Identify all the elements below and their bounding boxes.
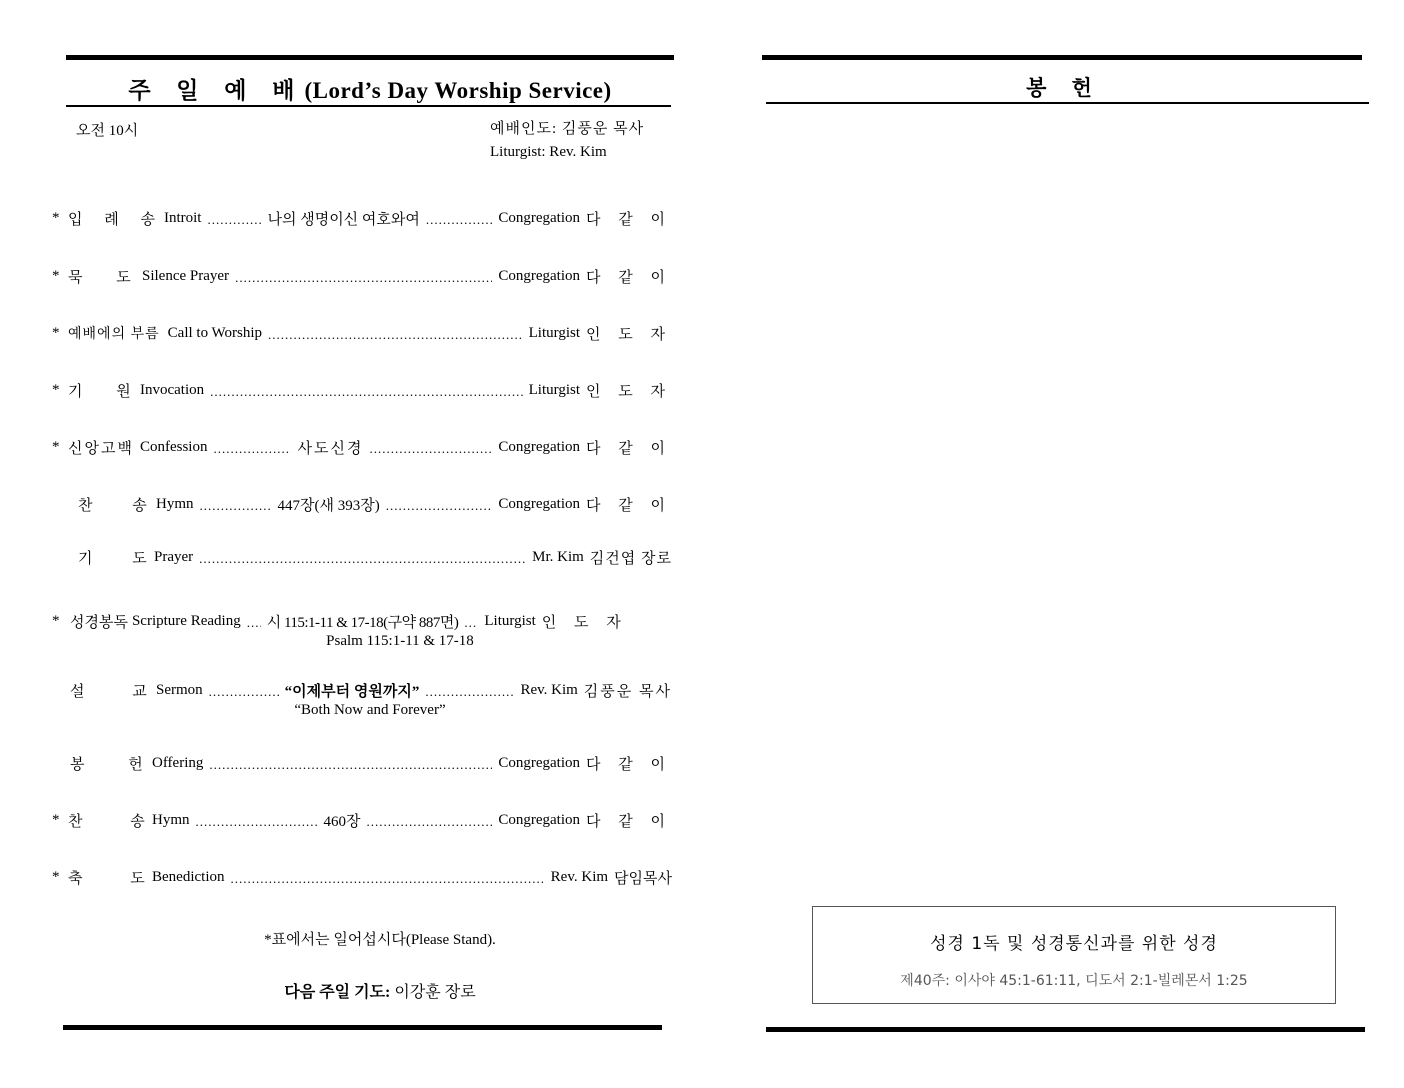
item-english: Hymn <box>156 495 194 512</box>
item-responsible-korean: 김풍운 목사 <box>583 683 672 700</box>
item-korean: 찬 송 <box>68 813 145 830</box>
title-korean: 주 일 예 배 <box>128 78 305 103</box>
offering-page <box>702 0 1404 1088</box>
item-responsible-korean: 다 같 이 <box>586 269 672 286</box>
item-english: Offering <box>152 754 204 771</box>
bible-reading-title: 성경 1독 및 성경통신과를 위한 성경 <box>930 934 1218 954</box>
next-week-prayer <box>180 979 580 1002</box>
item-responsible-english: Congregation <box>498 438 581 455</box>
item-responsible-korean: 다 같 이 <box>586 813 672 830</box>
item-responsible-english: Congregation <box>498 267 581 284</box>
item-responsible-english: Liturgist <box>484 612 536 629</box>
order-item-confession <box>52 436 672 458</box>
leader-korean: 예배인도: 김풍운 목사 <box>490 121 645 137</box>
leader-dots <box>367 815 493 831</box>
item-responsible-korean: 다 같 이 <box>586 497 672 514</box>
leader-dots <box>213 442 291 458</box>
scripture-reference-english: Psalm 115:1-11 & 17-18 <box>326 633 474 649</box>
item-detail: 사도신경 <box>297 440 364 457</box>
item-english: Benediction <box>152 868 225 885</box>
leader-dots <box>426 213 492 229</box>
item-responsible-english: Congregation <box>498 754 581 771</box>
item-responsible-english: Congregation <box>498 209 581 226</box>
order-item-silence-prayer <box>52 265 672 287</box>
stand-marker: * <box>52 324 60 341</box>
item-korean: 기 도 <box>78 550 147 567</box>
leader-dots <box>199 552 526 568</box>
bottom-thick-rule <box>63 1025 662 1030</box>
item-responsible-korean: 담임목사 <box>614 870 672 887</box>
leader-dots <box>247 616 261 632</box>
offering-title: 봉 헌 <box>1026 76 1102 100</box>
item-english: Call to Worship <box>167 324 263 341</box>
stand-marker: * <box>52 209 60 226</box>
leader-dots <box>369 442 492 458</box>
item-responsible-english: Rev. Kim <box>550 868 609 885</box>
order-item-introit <box>52 207 672 229</box>
item-english: Prayer <box>154 548 194 565</box>
item-responsible-korean: 다 같 이 <box>586 756 672 773</box>
order-item-hymn-1 <box>52 493 672 515</box>
order-item-scripture-reading <box>52 610 672 632</box>
item-responsible-korean: 인 도 자 <box>586 326 672 343</box>
item-responsible-korean: 다 같 이 <box>586 440 672 457</box>
next-prayer-name: 이강훈 장로 <box>394 984 476 1001</box>
sermon-title-korean: “이제부터 영원까지” <box>284 683 420 700</box>
item-english: Invocation <box>140 381 205 398</box>
item-detail: 460장 <box>323 813 361 830</box>
order-item-sermon <box>52 679 672 701</box>
stand-marker: * <box>52 811 60 828</box>
item-detail: 447장(새 393장) <box>277 497 380 514</box>
item-responsible-korean: 김건엽 장로 <box>589 550 672 567</box>
item-responsible-english: Liturgist <box>528 381 581 398</box>
item-responsible-english: Rev. Kim <box>520 681 578 698</box>
item-korean: 신앙고백 <box>68 440 134 457</box>
title-english: (Lord’s Day Worship Service) <box>304 78 612 103</box>
item-english: Hymn <box>152 811 190 828</box>
item-responsible-korean: 인 도 자 <box>541 614 628 631</box>
order-item-offering <box>52 752 672 774</box>
stand-marker: * <box>52 868 60 885</box>
item-english: Introit <box>163 209 202 226</box>
leader-dots <box>235 271 492 287</box>
item-english: Sermon <box>156 681 203 698</box>
order-item-call-to-worship <box>52 322 672 344</box>
stand-marker: * <box>52 381 60 398</box>
order-item-prayer <box>52 546 672 568</box>
leader-dots <box>386 499 493 515</box>
top-thick-rule <box>762 55 1362 60</box>
order-item-invocation <box>52 379 672 401</box>
bible-reading-schedule: 제40주: 이사야 45:1-61:11, 디도서 2:1-빌레몬서 1:25 <box>900 973 1248 989</box>
item-english: Silence Prayer <box>142 267 230 284</box>
leader-dots <box>207 213 261 229</box>
item-detail: 시 115:1-11 & 17-18(구약 887면) <box>266 614 459 631</box>
item-korean: 설 교 <box>70 683 147 700</box>
item-english: Confession <box>139 438 208 455</box>
item-korean: 묵 도 <box>68 269 131 286</box>
order-item-hymn-2 <box>52 809 672 831</box>
leader-dots <box>210 385 522 401</box>
leader-dots <box>209 685 279 701</box>
leader-dots <box>200 499 272 515</box>
leader-dots <box>196 815 318 831</box>
leader-dots <box>425 685 514 701</box>
stand-marker: * <box>52 438 60 455</box>
bottom-thick-rule <box>766 1027 1365 1032</box>
item-korean: 봉 헌 <box>70 756 143 773</box>
leader-english: Liturgist: Rev. Kim <box>490 144 607 160</box>
page-title <box>66 72 674 105</box>
leader-dots <box>230 872 544 888</box>
item-english: Scripture Reading <box>131 612 241 629</box>
item-detail: 나의 생명이신 여호와여 <box>267 211 420 228</box>
bible-reading-box <box>812 906 1336 1004</box>
title-underline <box>766 102 1369 104</box>
leader-dots <box>464 616 478 632</box>
item-responsible-english: Congregation <box>498 811 581 828</box>
sermon-title-english: “Both Now and Forever” <box>294 702 446 718</box>
item-korean: 예배에의 부름 <box>68 327 160 342</box>
top-thick-rule <box>66 55 674 60</box>
item-korean: 성경봉독 <box>70 614 128 631</box>
order-item-benediction <box>52 866 672 888</box>
stand-marker: * <box>52 267 60 284</box>
item-responsible-english: Mr. Kim <box>532 548 584 565</box>
leader-dots <box>209 758 492 774</box>
item-korean: 찬 송 <box>78 497 147 514</box>
leader-dots <box>268 328 523 344</box>
item-responsible-english: Liturgist <box>528 324 581 341</box>
item-korean: 축 도 <box>68 870 145 887</box>
item-responsible-english: Congregation <box>498 495 581 512</box>
item-responsible-korean: 인 도 자 <box>586 383 672 400</box>
title-underline <box>66 105 671 107</box>
service-time: 오전 10시 <box>76 123 139 139</box>
next-prayer-label: 다음 주일 기도: <box>284 984 391 1001</box>
stand-note: *표에서는 일어섭시다(Please Stand). <box>264 932 496 948</box>
item-korean: 기 원 <box>68 383 131 400</box>
item-responsible-korean: 다 같 이 <box>586 211 672 228</box>
stand-marker: * <box>52 612 60 629</box>
item-korean: 입 례 송 <box>68 211 164 228</box>
